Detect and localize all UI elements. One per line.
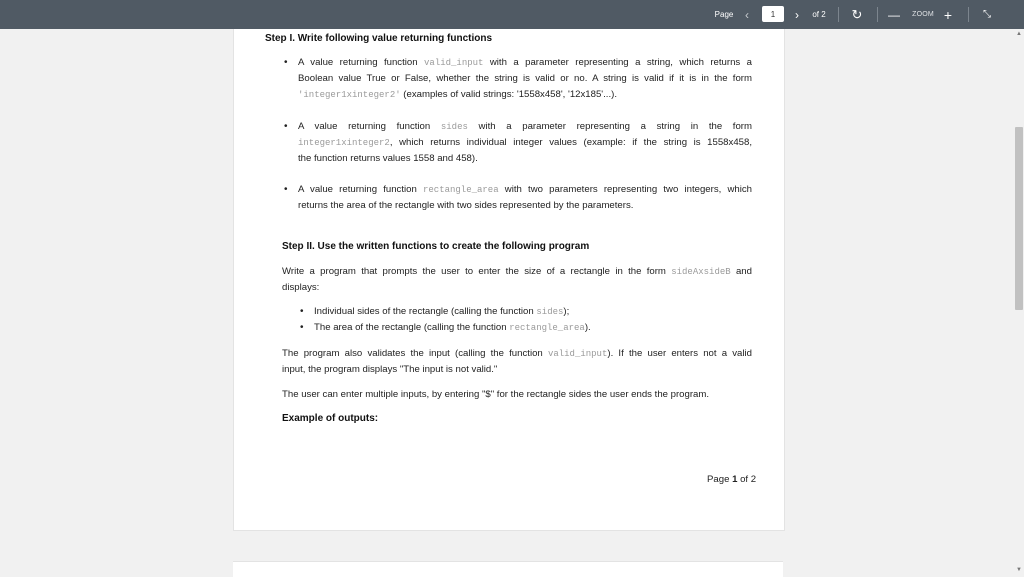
bullet2-line2: integer1xinteger2, which returns individual integer values (example: if the string is 1558x458, [298,137,752,148]
collapse-icon[interactable]: ⤡ [983,9,991,20]
toolbar-divider [838,7,839,22]
step1-heading: Step I. Write following value returning functions [265,33,493,44]
bullet2-line1: A value returning function sides with a parameter representing a string in the form [298,121,752,132]
bullet: • [284,57,288,68]
next-page-edge [233,561,783,577]
scrollbar-thumb[interactable] [1015,127,1023,310]
example-heading: Example of outputs: [282,413,379,424]
program-description-line1: Write a program that prompts the user to enter the size of a rectangle in the form sideAxsideB and [282,266,752,277]
page-number-input[interactable]: 1 [762,6,784,22]
page-count: of 2 [812,10,826,19]
bullet2-line3: the function returns values 1558 and 458). [298,153,478,164]
scroll-down-icon[interactable]: ▼ [1016,567,1022,573]
step2-heading: Step II. Use the written functions to create the following program [282,241,590,252]
bullet1-line1: A value returning function valid_input with a parameter representing a string, which returns a [298,57,752,68]
multiple-inputs-text: The user can enter multiple inputs, by entering "$" for the rectangle sides the user ends the program. [282,389,710,400]
next-page-icon[interactable]: › [795,7,799,22]
bullet3-line1: A value returning function rectangle_area with two parameters representing two integers, which [298,184,752,195]
bullet: • [300,306,304,317]
bullet1-line3: 'integer1xinteger2' (examples of valid strings: '1558x458', '12x185'...). [298,89,617,100]
rotate-icon[interactable]: ↻ [851,6,863,22]
bullet1-line2: Boolean value True or False, whether the string is valid or no. A string is valid if it is in the form [298,73,752,84]
toolbar-divider [968,7,969,22]
zoom-label: ZOOM [912,11,934,18]
bullet: • [284,184,288,195]
bullet: • [284,121,288,132]
scroll-up-icon[interactable]: ▲ [1016,31,1022,37]
validation-line2: input, the program displays "The input is not valid." [282,364,498,375]
bullet: • [300,322,304,333]
viewer-toolbar [0,0,1024,29]
validation-line1: The program also validates the input (calling the function valid_input). If the user enters not a valid [282,348,752,359]
bullet3-line2: returns the area of the rectangle with two sides represented by the parameters. [298,200,634,211]
zoom-out-icon[interactable]: — [888,7,900,22]
toolbar-divider [877,7,878,22]
program-description-line2: displays: [282,282,320,293]
sub-bullet-area: The area of the rectangle (calling the function rectangle_area). [314,322,591,333]
prev-page-icon[interactable]: ‹ [745,7,749,22]
document-page [233,29,785,531]
page-footer: Page 1 of 2 [707,474,757,485]
sub-bullet-sides: Individual sides of the rectangle (calling the function sides); [314,306,570,317]
page-label: Page [714,10,734,19]
zoom-in-icon[interactable]: + [943,6,953,23]
